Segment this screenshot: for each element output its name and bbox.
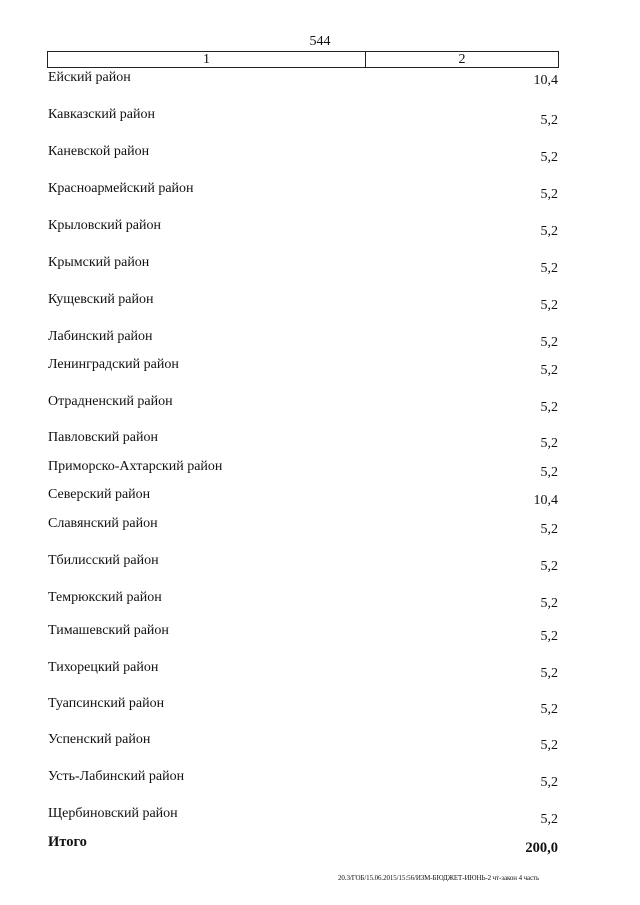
district-value: 5,2	[540, 400, 558, 415]
district-value: 5,2	[540, 150, 558, 165]
table-row	[48, 394, 558, 414]
district-value: 5,2	[540, 738, 558, 753]
district-name: Туапсинский район	[48, 696, 165, 711]
table-row	[48, 107, 558, 127]
district-name: Славянский район	[48, 516, 158, 531]
table-row	[48, 732, 558, 752]
district-value: 10,4	[533, 493, 558, 508]
district-value: 5,2	[540, 596, 558, 611]
table-row	[48, 255, 558, 275]
table-row	[48, 459, 558, 479]
district-name: Каневской район	[48, 144, 150, 159]
district-value: 5,2	[540, 465, 558, 480]
table-row	[48, 806, 558, 826]
table-row	[48, 553, 558, 573]
district-name: Приморско-Ахтарский район	[48, 459, 223, 474]
table-row	[48, 357, 558, 377]
district-value: 5,2	[540, 629, 558, 644]
district-name: Крымский район	[48, 255, 150, 270]
district-name: Крыловский район	[48, 218, 161, 233]
district-value: 5,2	[540, 559, 558, 574]
district-value: 5,2	[540, 298, 558, 313]
table-row	[48, 660, 558, 680]
district-name: Ейский район	[48, 70, 131, 85]
district-value: 5,2	[540, 224, 558, 239]
district-value: 5,2	[540, 666, 558, 681]
table-row	[48, 70, 558, 90]
total-value: 200,0	[525, 840, 558, 856]
column-header-2: 2	[458, 52, 466, 67]
district-name: Тбилисский район	[48, 553, 159, 568]
table-row	[48, 516, 558, 536]
table-row	[48, 590, 558, 610]
district-name: Северский район	[48, 487, 151, 502]
district-name: Лабинский район	[48, 329, 153, 344]
page-number: 544	[309, 34, 331, 49]
district-value: 5,2	[540, 522, 558, 537]
district-value: 5,2	[540, 363, 558, 378]
district-value: 5,2	[540, 702, 558, 717]
footer-note: 20.3/ГОБ/15.06.2015/15:56/ИЗМ-БЮДЖЕТ-ИЮНЬ-2 чт-закон 4 часть	[338, 874, 540, 882]
district-name: Ленинградский район	[48, 357, 179, 372]
table-row	[48, 181, 558, 201]
district-name: Кавказский район	[48, 107, 156, 122]
district-value: 5,2	[540, 261, 558, 276]
district-name: Тимашевский район	[48, 623, 169, 638]
table-row	[48, 218, 558, 238]
district-value: 5,2	[540, 187, 558, 202]
table-row	[48, 329, 558, 349]
district-name: Павловский район	[48, 430, 158, 445]
table-header	[47, 51, 559, 68]
district-name: Щербиновский район	[48, 806, 178, 821]
district-value: 10,4	[533, 73, 558, 88]
table-row	[48, 487, 558, 507]
table-row	[48, 769, 558, 789]
district-name: Успенский район	[48, 732, 151, 747]
district-name: Усть-Лабинский район	[48, 769, 185, 784]
district-value: 5,2	[540, 812, 558, 827]
district-value: 5,2	[540, 335, 558, 350]
district-name: Отрадненский район	[48, 394, 173, 409]
table-row	[48, 144, 558, 164]
total-label: Итого	[48, 834, 87, 850]
table-row	[48, 292, 558, 312]
district-name: Тихорецкий район	[48, 660, 159, 675]
district-name: Кущевский район	[48, 292, 154, 307]
district-value: 5,2	[540, 113, 558, 128]
table-row	[48, 696, 558, 716]
district-name: Красноармейский район	[48, 181, 194, 196]
district-value: 5,2	[540, 436, 558, 451]
table-row	[48, 623, 558, 643]
total-row	[48, 834, 558, 854]
column-header-1: 1	[48, 52, 366, 67]
table-row	[48, 430, 558, 450]
district-name: Темрюкский район	[48, 590, 162, 605]
district-value: 5,2	[540, 775, 558, 790]
